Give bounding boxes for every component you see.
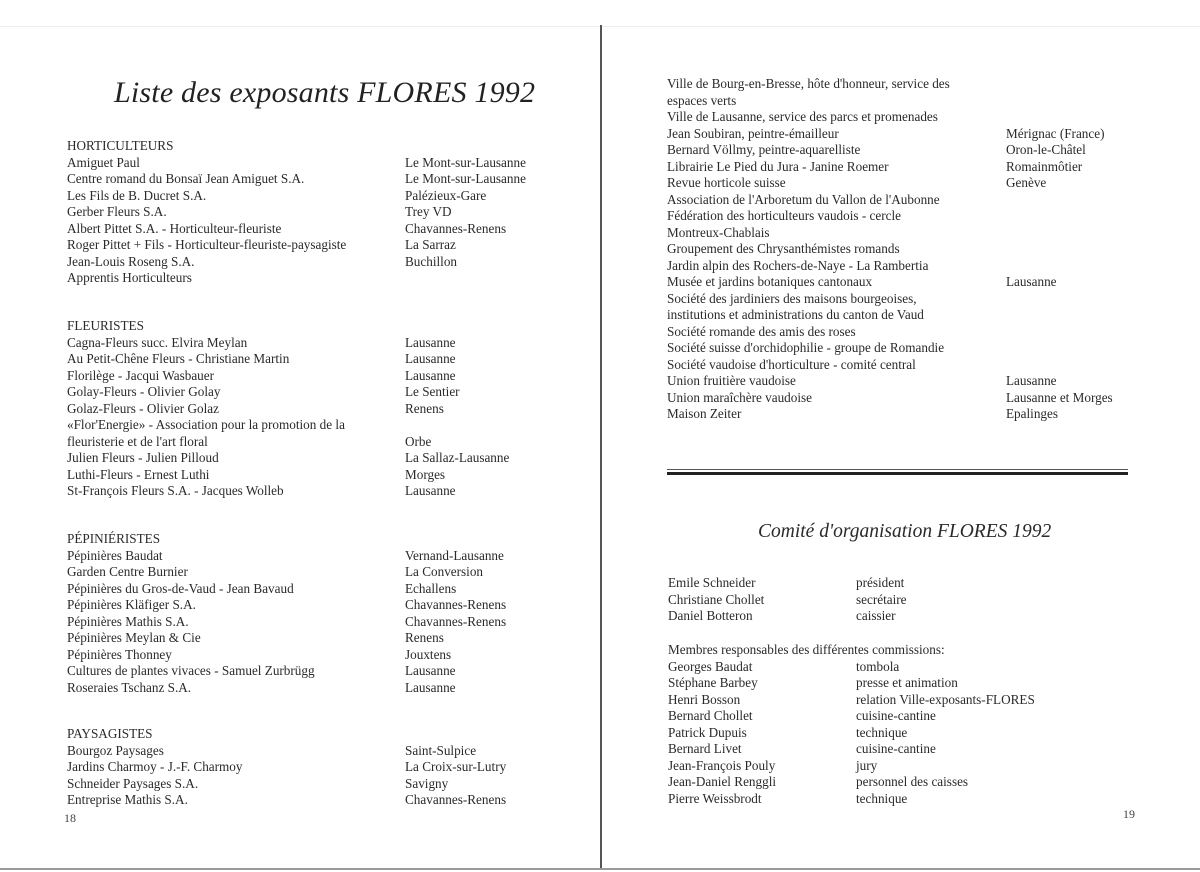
entry-location: Renens	[405, 630, 444, 645]
entry-name: Société des jardiniers des maisons bourgeoises, institutions et administrations du canton de Vaud	[667, 290, 924, 322]
entry-location: Oron-le-Châtel	[1006, 142, 1086, 157]
entry-location: Morges	[405, 466, 446, 482]
page-number: 18	[64, 811, 76, 825]
member-role: caissier	[856, 608, 896, 623]
exhibitor-row	[67, 171, 526, 188]
section-fleuristes	[67, 318, 510, 500]
entry-location: Chavannes-Renens	[405, 597, 507, 612]
entry-name: Cagna-Fleurs succ. Elvira Meylan	[67, 334, 248, 350]
entry-name: Florilège - Jacqui Wasbauer	[67, 367, 215, 383]
member-row	[668, 758, 945, 775]
entry-location: Buchillon	[405, 253, 458, 269]
member-role: cuisine-cantine	[856, 708, 936, 723]
entry-name: Roseraies Tschanz S.A.	[67, 679, 192, 695]
member-role: technique	[856, 724, 908, 740]
entry-name: Pépinières Mathis S.A.	[67, 613, 189, 629]
exhibitor-row	[67, 759, 507, 776]
entry-location: La Conversion	[405, 564, 484, 579]
entry-name: Pépinières Thonney	[67, 646, 172, 662]
entry-location: Chavannes-Renens	[405, 613, 507, 629]
entry-location: Orbe	[405, 433, 432, 449]
member-role: jury	[856, 757, 878, 773]
entry-name: Roger Pittet + Fils - Horticulteur-fleuriste-paysagiste	[67, 237, 347, 252]
member-name: Bernard Livet	[668, 741, 742, 756]
entry-name: Bourgoz Paysages	[67, 742, 164, 758]
section-heading: FLEURISTES	[67, 318, 144, 333]
member-name: Daniel Botteron	[668, 608, 753, 623]
entry-location: Lausanne	[405, 367, 456, 383]
member-name: Bernard Chollet	[668, 708, 753, 723]
exhibitor-row	[67, 547, 504, 565]
section-horticulteurs	[67, 138, 526, 287]
member-row	[668, 774, 969, 791]
entry-name: Maison Zeiter	[667, 406, 742, 421]
exhibitor-row	[67, 742, 477, 760]
entry-name: Jean Soubiran, peintre-émailleur	[667, 125, 839, 141]
entry-location: La Croix-sur-Lutry	[405, 759, 507, 774]
entry-name: Union maraîchère vaudoise	[667, 389, 813, 405]
entry-location: Le Mont-sur-Lausanne	[405, 171, 526, 186]
section-paysagistes	[67, 726, 507, 809]
exhibitor-row	[67, 466, 446, 484]
exhibitor-row	[67, 204, 452, 221]
member-role: personnel des caisses	[856, 774, 969, 789]
member-name: Stéphane Barbey	[668, 675, 758, 690]
exhibitor-row	[67, 564, 484, 581]
exhibitor-row	[67, 580, 457, 598]
member-row	[668, 791, 945, 808]
members-heading: Membres responsables des différentes commissions:	[668, 642, 945, 657]
entry-name: St-François Fleurs S.A. - Jacques Wolleb	[67, 483, 284, 498]
entry-name: Union fruitière vaudoise	[667, 373, 796, 388]
page-number: 19	[1123, 807, 1135, 821]
divider-rule-thick	[667, 472, 1128, 475]
member-role: presse et animation	[856, 675, 958, 690]
exhibitor-row	[67, 253, 458, 271]
member-role: président	[856, 575, 905, 590]
entry-location: Lausanne	[1006, 274, 1057, 289]
entry-location: Savigny	[405, 775, 449, 791]
entry-location: Lausanne	[1006, 373, 1057, 388]
entry-name: Pépinières Kläfiger S.A.	[67, 597, 196, 612]
entry-name: Pépinières Meylan & Cie	[67, 630, 201, 645]
entry-name: Au Petit-Chêne Fleurs - Christiane Martin	[67, 351, 290, 366]
entry-location: Vernand-Lausanne	[405, 547, 504, 563]
member-name: Jean-Daniel Renggli	[668, 774, 777, 789]
member-name: Emile Schneider	[668, 575, 756, 590]
entry-name: Pépinières Baudat	[67, 547, 163, 563]
page-title: Liste des exposants FLORES 1992	[114, 76, 536, 109]
exhibitor-row	[67, 613, 507, 631]
entry-location: Lausanne	[405, 351, 456, 366]
entry-name: Golaz-Fleurs - Olivier Golaz	[67, 400, 219, 416]
entry-location: Genève	[1006, 175, 1047, 190]
entry-name: Luthi-Fleurs - Ernest Luthi	[67, 466, 210, 482]
entry-name: Société romande des amis des roses	[667, 323, 856, 339]
entry-name: Société suisse d'orchidophilie - groupe de Romandie	[667, 340, 945, 355]
exhibitor-row	[67, 450, 510, 467]
exhibitor-row	[67, 646, 452, 664]
entry-name: Revue horticole suisse	[667, 175, 786, 190]
entry-name: Ville de Lausanne, service des parcs et promenades	[667, 109, 938, 124]
entry-location: Echallens	[405, 580, 457, 596]
member-row	[668, 725, 945, 742]
member-role: relation Ville-exposants-FLORES	[856, 691, 1035, 707]
entry-name: Ville de Bourg-en-Bresse, hôte d'honneur, service des espaces verts	[667, 76, 950, 108]
entry-name: Les Fils de B. Ducret S.A.	[67, 187, 207, 203]
section-heading: PAYSAGISTES	[67, 726, 153, 741]
exhibitor-row	[67, 483, 456, 500]
exhibitor-row	[67, 351, 456, 368]
exhibitor-row	[67, 154, 526, 172]
exhibitor-row	[67, 384, 460, 401]
section-pepinieristes	[67, 531, 507, 696]
entry-name: Librairie Le Pied du Jura - Janine Roemer	[667, 158, 889, 174]
entry-location: Saint-Sulpice	[405, 742, 477, 758]
entry-name: Apprentis Horticulteurs	[67, 270, 192, 285]
entry-name: Garden Centre Burnier	[67, 564, 188, 579]
member-role: secrétaire	[856, 591, 907, 607]
entry-location: Romainmôtier	[1006, 158, 1083, 174]
members-list	[668, 642, 1035, 807]
entry-name: Musée et jardins botaniques cantonaux	[667, 274, 873, 289]
entry-location: Lausanne	[405, 679, 456, 695]
entry-name: Schneider Paysages S.A.	[67, 775, 199, 791]
member-row	[668, 741, 945, 758]
entry-location: Lausanne	[405, 483, 456, 498]
entry-location: Renens	[405, 400, 444, 416]
divider-rule-thin	[667, 469, 1128, 470]
entry-name: Jardin alpin des Rochers-de-Naye - La Rambertia	[667, 257, 929, 273]
entry-name: Jardins Charmoy - J.-F. Charmoy	[67, 759, 243, 774]
exhibitor-row	[67, 237, 456, 254]
member-row	[668, 675, 958, 692]
entry-location: Lausanne	[405, 663, 456, 678]
entry-name: Entreprise Mathis S.A.	[67, 792, 188, 807]
exhibitor-row	[67, 663, 456, 680]
member-row	[668, 708, 945, 725]
entry-name: Association de l'Arboretum du Vallon de l'Aubonne	[667, 191, 940, 207]
entry-name: Centre romand du Bonsaï Jean Amiguet S.A.	[67, 171, 305, 186]
member-row	[668, 659, 945, 676]
member-role: technique	[856, 790, 908, 806]
member-role: cuisine-cantine	[856, 741, 936, 756]
entry-location: Chavannes-Renens	[405, 220, 507, 236]
entry-location: Lausanne et Morges	[1006, 389, 1113, 405]
entry-name: Pépinières du Gros-de-Vaud - Jean Bavaud	[67, 580, 294, 596]
exhibitor-row	[67, 367, 456, 385]
exhibitor-row	[67, 679, 456, 697]
entry-name: Bernard Völlmy, peintre-aquarelliste	[667, 142, 861, 157]
entry-name: Golay-Fleurs - Olivier Golay	[67, 384, 221, 399]
entry-location: La Sallaz-Lausanne	[405, 450, 510, 465]
exhibitor-row	[67, 630, 444, 647]
entry-location: Mérignac (France)	[1006, 125, 1105, 141]
entry-name: Fédération des horticulteurs vaudois - cercle Montreux-Chablais	[667, 208, 901, 240]
exhibitor-row	[67, 597, 507, 614]
entry-name: «Flor'Energie» - Association pour la promotion de la fleuristerie et de l'art floral	[67, 417, 345, 449]
committee-title: Comité d'organisation FLORES 1992	[758, 521, 1052, 542]
entry-location: Jouxtens	[405, 646, 452, 662]
entry-name: Société vaudoise d'horticulture - comité central	[667, 356, 916, 372]
member-role: tombola	[856, 658, 900, 674]
member-name: Christiane Chollet	[668, 591, 765, 607]
exhibitor-row	[67, 775, 449, 793]
entry-location: Chavannes-Renens	[405, 792, 507, 807]
exhibitor-row	[67, 334, 456, 352]
member-name: Pierre Weissbrodt	[668, 790, 762, 806]
entry-name: Jean-Louis Roseng S.A.	[67, 253, 195, 269]
exhibitor-row	[67, 270, 192, 287]
entry-location: Trey VD	[405, 204, 452, 219]
entry-location: Lausanne	[405, 334, 456, 350]
member-row	[668, 691, 1035, 709]
member-name: Henri Bosson	[668, 691, 741, 707]
exhibitor-row	[67, 187, 487, 205]
exhibitor-row	[67, 400, 444, 418]
entry-name: Groupement des Chrysanthémistes romands	[667, 241, 900, 256]
entry-location: Epalinges	[1006, 406, 1059, 421]
entry-name: Amiguet Paul	[67, 154, 140, 170]
member-name: Jean-François Pouly	[668, 757, 776, 773]
entry-name: Julien Fleurs - Julien Pilloud	[67, 450, 219, 465]
member-name: Patrick Dupuis	[668, 724, 747, 740]
entry-location: Palézieux-Gare	[405, 187, 487, 203]
exhibitor-row	[67, 792, 507, 809]
entry-name: Albert Pittet S.A. - Horticulteur-fleuriste	[67, 220, 282, 236]
right-page	[602, 0, 1200, 872]
section-heading: PÉPINIÉRISTES	[67, 531, 161, 546]
member-name: Georges Baudat	[668, 658, 753, 674]
exhibitor-row	[67, 220, 507, 238]
entry-name: Cultures de plantes vivaces - Samuel Zurbrügg	[67, 663, 315, 678]
entry-location: Le Sentier	[405, 384, 460, 399]
entry-location: Le Mont-sur-Lausanne	[405, 154, 526, 170]
entry-location: La Sarraz	[405, 237, 456, 252]
entry-name: Gerber Fleurs S.A.	[67, 204, 167, 219]
section-heading: HORTICULTEURS	[67, 138, 174, 153]
exhibitor-row	[67, 417, 432, 450]
